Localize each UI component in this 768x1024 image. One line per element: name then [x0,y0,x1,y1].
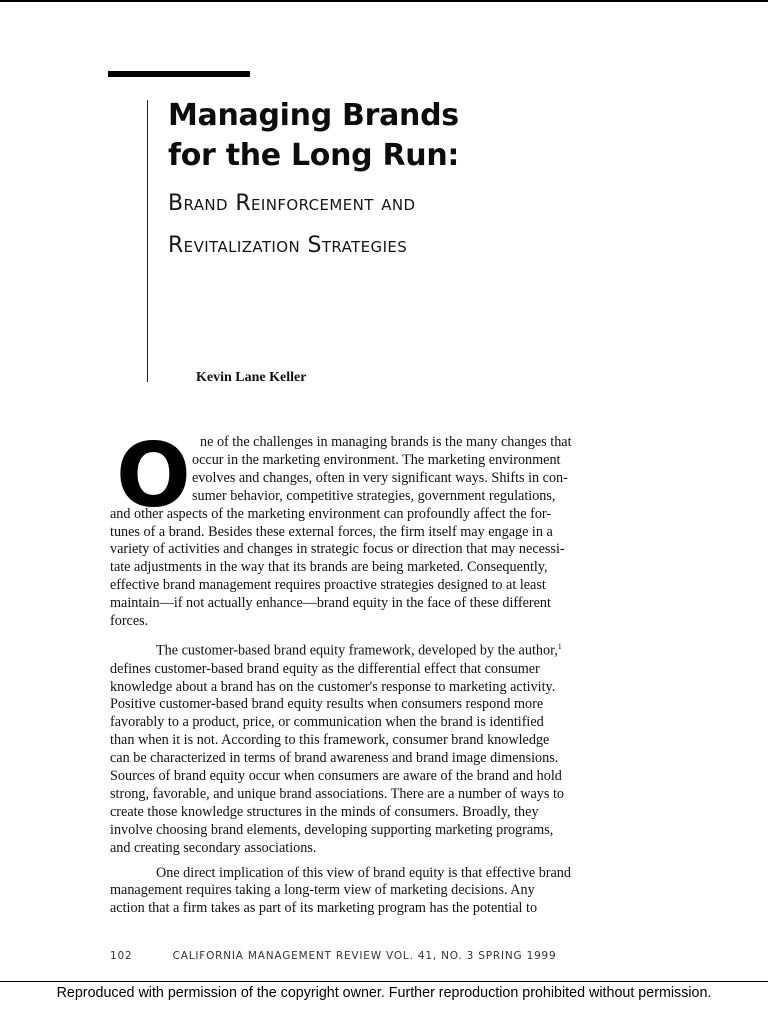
body-line: Positive customer-based brand equity results when consumers respond more [110,696,544,713]
body-line: effective brand management requires proactive strategies designed to at least [110,577,546,594]
title-accent-bar [108,71,250,77]
body-line: management requires taking a long-term view of marketing decisions. Any [110,882,535,899]
body-line: and other aspects of the marketing environment can profoundly affect the for- [110,505,552,522]
article-title [168,96,459,176]
body-line: than when it is not. According to this framework, consumer brand knowledge [110,732,550,749]
body-line: ne of the challenges in managing brands is the many changes that [200,434,572,450]
body-line: defines customer-based brand equity as the differential effect that consumer [110,660,540,677]
copyright-notice: Reproduced with permission of the copyright owner. Further reproduction prohibited without permission. [56,985,712,1001]
title-line-1: Managing Brands [168,98,459,133]
article-body [110,424,670,918]
body-line: knowledge about a brand has on the customer's response to marketing activity. [110,678,556,695]
notice-divider [0,981,768,982]
body-line: occur in the marketing environment. The marketing environment [192,451,561,468]
body-line: involve choosing brand elements, developing supporting marketing programs, [110,821,554,838]
body-line: favorably to a product, price, or communication when the brand is identified [110,714,544,731]
body-line: tate adjustments in the way that its brands are being marketed. Consequently, [110,559,548,576]
paragraph-2 [110,638,670,858]
running-footer [110,950,557,962]
paragraph-2-first-line: The customer-based brand equity framework, developed by the author, [156,642,558,659]
paragraph-3 [110,865,670,919]
body-line: maintain—if not actually enhance—brand equity in the face of these different [110,595,551,612]
body-line: Sources of brand equity occur when consumers are aware of the brand and hold [110,768,562,785]
page-number: 102 [110,950,133,962]
body-line: evolves and changes, often in very significant ways. Shifts in con- [192,469,568,486]
body-line: One direct implication of this view of brand equity is that effective brand [156,864,571,881]
paragraph-1 [110,424,670,631]
body-line: can be characterized in terms of brand awareness and brand image dimensions. [110,750,559,767]
body-line: sumer behavior, competitive strategies, government regulations, [192,487,556,504]
body-line: and creating secondary associations. [110,839,317,856]
body-line: tunes of a brand. Besides these external forces, the firm itself may engage in a [110,523,553,540]
subtitle-line-1: Brand Reinforcement and [168,191,416,216]
footnote-marker: 1 [557,641,562,651]
title-line-2: for the Long Run: [168,138,460,173]
body-line: forces. [110,613,149,630]
body-line: create those knowledge structures in the minds of consumers. Broadly, they [110,803,539,820]
body-line [110,638,670,661]
body-line: variety of activities and changes in strategic focus or direction that may necessi- [110,541,565,558]
subtitle-line-2: Revitalization Strategies [168,233,408,258]
title-vertical-rule [147,100,148,382]
author-name: Kevin Lane Keller [196,370,307,385]
drop-cap: O [116,424,191,527]
body-line: action that a firm takes as part of its marketing program has the potential to [110,900,538,917]
body-line: strong, favorable, and unique brand associations. There are a number of ways to [110,785,564,802]
page-top-border [0,0,768,2]
journal-citation: CALIFORNIA MANAGEMENT REVIEW VOL. 41, NO. 3 SPRING 1999 [172,950,557,962]
article-subtitle [168,183,415,267]
